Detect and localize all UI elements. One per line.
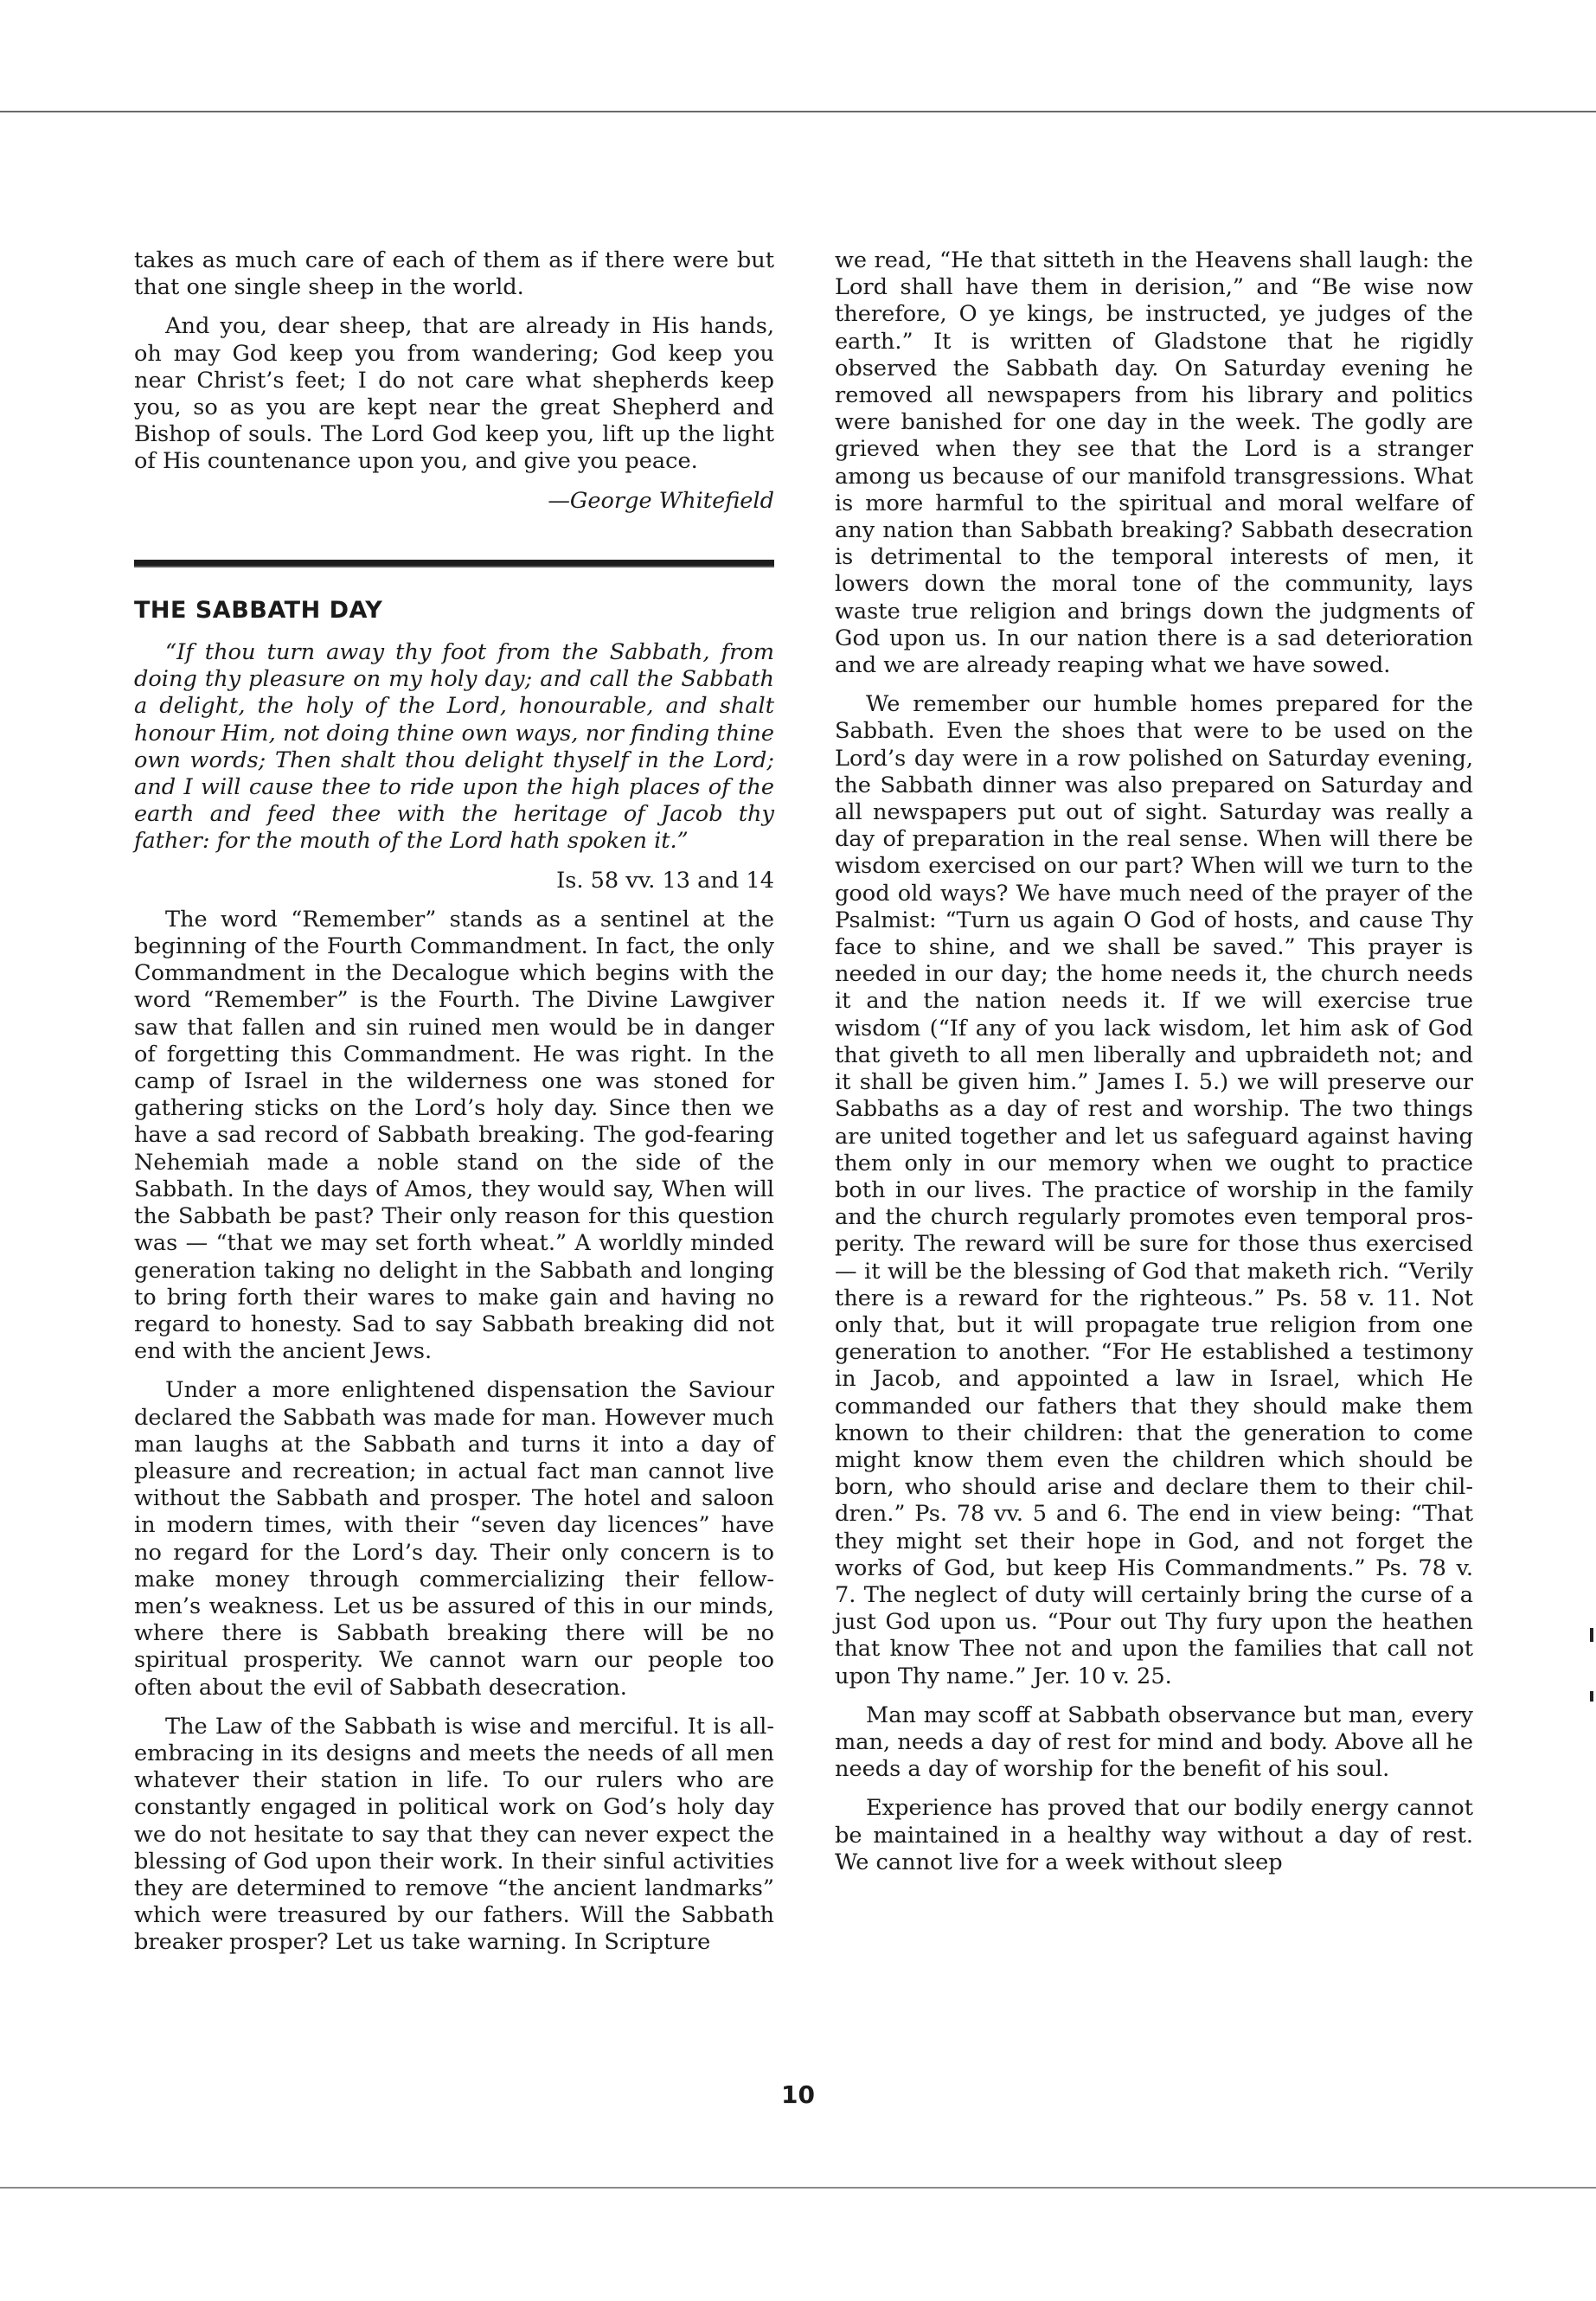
- body-paragraph: we read, “He that sitteth in the Heavens shall laugh: the Lord shall have them in derision,” and “Be wise now therefore, O ye kings, be instructed, ye judges of the earth.” It is written of Gladstone that he rigidly observed the Sabbath day. On Saturday evening he removed all newspapers from his library and politics were banished for one day in the week. The godly are grieved when they see that the Lord is a stranger among us because of our manifold transgressions. What is more harmful to the spiritual and moral welfare of any nation than Sabbath breaking? Sabbath desecration is detrimental to the temporal interests of men, it lowers down the moral tone of the community, lays waste true religion and brings down the judgments of God upon us. In our nation there is a sad deterioration and we are already reaping what we have sowed.: [835, 247, 1473, 679]
- page-number: 10: [781, 2080, 815, 2109]
- intro-paragraph-1: takes as much care of each of them as if there were but that one single sheep in the world.: [134, 247, 774, 301]
- epigraph-citation: Is. 58 vv. 13 and 14: [556, 867, 774, 894]
- top-border-rule: [0, 111, 1596, 112]
- margin-mark: [1590, 1691, 1593, 1702]
- body-paragraph: The Law of the Sabbath is wise and merciful. It is all-embracing in its designs and meets the needs of all men whatever their station in life. To our rulers who are constantly engaged in political work on God’s holy day we do not hesitate to say that they can never expect the blessing of God upon their work. In their sinful activities they are determined to remove “the ancient landmarks” which were treasured by our fathers. Will the Sabbath breaker prosper? Let us take warning. In Scripture: [134, 1713, 774, 1956]
- body-paragraph: Experience has proved that our bodily energy cannot be maintained in a healthy way without a day of rest. We cannot live for a week without sleep: [835, 1795, 1473, 1875]
- article-heading: THE SABBATH DAY: [134, 596, 383, 624]
- author-signature: —George Whitefield: [548, 487, 774, 514]
- margin-mark: [1590, 1628, 1593, 1642]
- section-divider: [134, 560, 774, 567]
- right-column: [835, 247, 1473, 1888]
- body-paragraph: The word “Remember” stands as a sentinel at the beginning of the Fourth Commandment. In fact, the only Commandment in the Decalogue which begins with the word “Remember” is the Fourth. The Divine Lawgiver saw that fallen and sin ruined men would be in danger of forgetting this Commandment. He was right. In the camp of Israel in the wilderness one was stoned for gathering sticks on the Lord’s holy day. Since then we have a sad record of Sabbath breaking. The god-fearing Nehemiah made a noble stand on the side of the Sabbath. In the days of Amos, they would say, When will the Sabbath be past? Their only reason for this question was — “that we may set forth wheat.” A worldly minded generation taking no delight in the Sabbath and longing to bring forth their wares to make gain and having no regard to honesty. Sad to say Sabbath breaking did not end with the ancient Jews.: [134, 906, 774, 1365]
- body-paragraph: Under a more enlightened dispensation the Saviour declared the Sabbath was made for man. However much man laughs at the Sabbath and turns it into a day of pleasure and recreation; in actual fact man cannot live without the Sabbath and prosper. The hotel and saloon in modern times, with their “seven day licences” have no regard for the Lord’s day. Their only concern is to make money through commercializing their fellow-men’s weakness. Let us be assured of this in our minds, where there is Sabbath breaking there will be no spiritual prosperity. We cannot warn our people too often about the evil of Sabbath desecration.: [134, 1377, 774, 1701]
- bottom-border-rule: [0, 2187, 1596, 2189]
- body-paragraph: We remember our humble homes prepared for the Sabbath. Even the shoes that were to be used on the Lord’s day were in a row polished on Saturday evening, the Sabbath dinner was also prepared on Saturday and all newspapers put out of sight. Saturday was really a day of preparation in the real sense. When will there be wisdom exercised on our part? When will we turn to the good old ways? We have much need of the prayer of the Psalmist: “Turn us again O God of hosts, and cause Thy face to shine, and we shall be saved.” This prayer is needed in our day; the home needs it, the church needs it and the nation needs it. If we will exercise true wisdom (“If any of you lack wisdom, let him ask of God that giveth to all men liberally and upbraideth not; and it shall be given him.” James I. 5.) we will preserve our Sabbaths as a day of rest and worship. The two things are united together and let us safeguard against having them only in our memory when we ought to practice both in our lives. The practice of worship in the family and the church regularly promotes even temporal prosperity. The reward will be sure for those thus exercised — it will be the blessing of God that maketh rich. “Verily there is a reward for the righteous.” Ps. 58 v. 11. Not only that, but it will propagate true religion from one generation to another. “For He established a testimony in Jacob, and appointed a law in Israel, which He commanded our fathers that they should make them known to their children: that the generation to come might know them even the children which should be born, who should arise and declare them to their children.” Ps. 78 vv. 5 and 6. The end in view being: “That they might set their hope in God, and not forget the works of God, but keep His Commandments.” Ps. 78 v. 7. The neglect of duty will certainly bring the curse of a just God upon us. “Pour out Thy fury upon the heathen that know Thee not and upon the families that call not upon Thy name.” Jer. 10 v. 25.: [835, 691, 1473, 1689]
- intro-paragraph-2: And you, dear sheep, that are already in His hands, oh may God keep you from wandering; God keep you near Christ’s feet; I do not care what shepherds keep you, so as you are kept near the great Shepherd and Bishop of souls. The Lord God keep you, lift up the light of His countenance upon you, and give you peace.: [134, 313, 774, 475]
- left-column: [134, 247, 774, 1969]
- epigraph-quote: “If thou turn away thy foot from the Sabbath, from doing thy pleasure on my holy day; and call the Sabbath a delight, the holy of the Lord, honourable, and shalt honour Him, not doing thine own ways, nor finding thine own words; Then shalt thou delight thyself in the Lord; and I will cause thee to ride upon the high places of the earth and feed thee with the heritage of Jacob thy father: for the mouth of the Lord hath spoken it.”: [134, 639, 774, 855]
- body-paragraph: Man may scoff at Sabbath observance but man, every man, needs a day of rest for mind and body. Above all he needs a day of worship for the benefit of his soul.: [835, 1702, 1473, 1783]
